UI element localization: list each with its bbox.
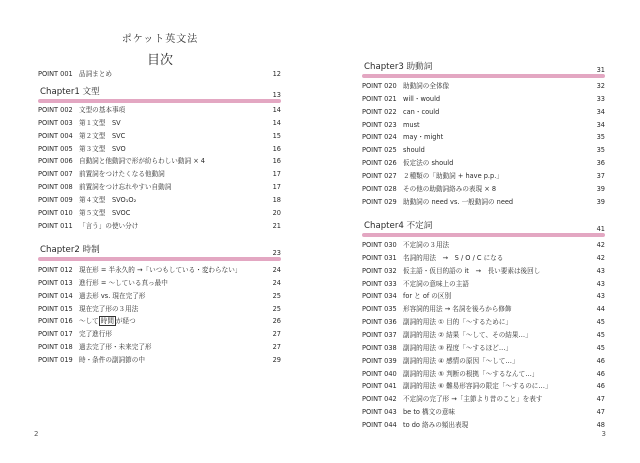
page-number: 47 bbox=[596, 408, 605, 416]
toc-entry[interactable] bbox=[362, 183, 605, 195]
point-code: POINT 040 bbox=[362, 369, 397, 378]
point-code: POINT 034 bbox=[362, 292, 397, 301]
page-number: 12 bbox=[272, 70, 281, 78]
page-number: 34 bbox=[596, 120, 605, 129]
point-title: 副詞的用法 ⑤ 判断の根拠「〜するなんて…」 bbox=[403, 369, 539, 378]
point-code: POINT 019 bbox=[38, 355, 73, 364]
point-title: 時・条件の副詞節の中 bbox=[79, 355, 145, 364]
point-code: POINT 037 bbox=[362, 330, 397, 339]
boxed-term: 時間 bbox=[100, 317, 114, 326]
page-number: 39 bbox=[596, 197, 605, 206]
toc-entry[interactable] bbox=[38, 207, 281, 219]
toc-entry[interactable] bbox=[38, 264, 281, 276]
toc-entry[interactable] bbox=[38, 277, 281, 289]
chapter-divider-bar bbox=[362, 233, 605, 237]
point-title: その他の助動詞絡みの表現 × 8 bbox=[403, 184, 497, 193]
chapter-divider-bar bbox=[362, 74, 605, 78]
chapter-page-number: 41 bbox=[596, 225, 605, 233]
page-number: 39 bbox=[596, 184, 605, 193]
page-folio: 3 bbox=[601, 430, 606, 438]
point-code: POINT 039 bbox=[362, 356, 397, 365]
page-number: 24 bbox=[272, 266, 281, 274]
point-title: 過去形 vs. 現在完了形 bbox=[79, 291, 146, 300]
toc-entry[interactable] bbox=[362, 355, 605, 367]
chapter-heading[interactable] bbox=[362, 220, 605, 240]
page-number: 26 bbox=[272, 317, 281, 326]
toc-entry[interactable] bbox=[362, 239, 605, 251]
toc-entry[interactable] bbox=[362, 329, 605, 341]
page-number: 20 bbox=[272, 208, 281, 217]
toc-entry[interactable] bbox=[362, 170, 605, 182]
page-number: 29 bbox=[272, 355, 281, 364]
page-number: 43 bbox=[596, 266, 605, 275]
toc-heading: 目次 bbox=[146, 53, 173, 68]
toc-entry[interactable] bbox=[38, 181, 281, 193]
point-title: 不定詞の３用法 bbox=[403, 241, 450, 249]
point-code: POINT 011 bbox=[38, 221, 73, 230]
point-title: may・might bbox=[403, 133, 444, 142]
page-folio: 2 bbox=[34, 430, 39, 438]
point-title: 過去完了形・未来完了形 bbox=[79, 343, 152, 352]
point-code: POINT 009 bbox=[38, 195, 73, 204]
toc-entry[interactable] bbox=[362, 131, 605, 143]
point-code: POINT 002 bbox=[38, 106, 73, 114]
toc-entry[interactable] bbox=[38, 328, 281, 340]
point-code: POINT 031 bbox=[362, 253, 397, 262]
point-title: to do 絡みの頻出表現 bbox=[403, 420, 469, 429]
point-code: POINT 026 bbox=[362, 159, 397, 168]
point-code: POINT 028 bbox=[362, 184, 397, 193]
toc-entry-intro[interactable] bbox=[38, 68, 281, 80]
toc-entry[interactable] bbox=[38, 130, 281, 142]
point-code: POINT 035 bbox=[362, 305, 397, 314]
point-title: 副詞的用法 ③ 程度「〜するほど…」 bbox=[403, 343, 513, 352]
toc-entry[interactable] bbox=[38, 341, 281, 353]
page-number: 27 bbox=[272, 343, 281, 352]
point-title: can・could bbox=[403, 107, 440, 116]
page-number: 16 bbox=[272, 157, 281, 166]
toc-entry[interactable] bbox=[38, 303, 281, 315]
page-number: 43 bbox=[596, 279, 605, 288]
point-title: 形容詞的用法 → 名詞を後ろから修飾 bbox=[403, 305, 512, 314]
page-number: 16 bbox=[272, 144, 281, 153]
point-code: POINT 018 bbox=[38, 343, 73, 352]
page-number: 14 bbox=[272, 118, 281, 127]
right-page bbox=[320, 0, 640, 463]
page-number: 47 bbox=[596, 395, 605, 404]
point-title: should bbox=[403, 146, 425, 155]
page-number: 46 bbox=[596, 382, 605, 391]
toc-entry[interactable] bbox=[38, 104, 281, 116]
point-code: POINT 013 bbox=[38, 278, 73, 287]
point-title: 完了進行形 bbox=[79, 330, 112, 339]
toc-entry[interactable] bbox=[362, 419, 605, 431]
page-number: 17 bbox=[272, 170, 281, 179]
point-code: POINT 022 bbox=[362, 107, 397, 116]
point-code: POINT 001 bbox=[38, 70, 73, 78]
toc-entry[interactable] bbox=[362, 406, 605, 418]
page-number: 21 bbox=[272, 221, 281, 230]
point-code: POINT 005 bbox=[38, 144, 73, 153]
point-code: POINT 029 bbox=[362, 197, 397, 206]
point-title: 第１文型 SV bbox=[79, 118, 121, 127]
point-code: POINT 021 bbox=[362, 94, 397, 103]
point-title: 不定詞の意味上の主語 bbox=[403, 279, 469, 288]
page-number: 42 bbox=[596, 253, 605, 262]
page-number: 27 bbox=[272, 330, 281, 339]
toc-entry[interactable] bbox=[38, 155, 281, 167]
chapter-title: Chapter4 不定詞 bbox=[364, 221, 433, 231]
point-code: POINT 025 bbox=[362, 146, 397, 155]
chapter-page-number: 13 bbox=[272, 91, 281, 99]
chapter-title: Chapter2 時制 bbox=[40, 245, 100, 255]
chapter-title: Chapter1 文型 bbox=[40, 87, 100, 97]
point-code: POINT 043 bbox=[362, 408, 397, 416]
chapter-heading[interactable] bbox=[362, 61, 605, 81]
chapter-divider-bar bbox=[38, 99, 281, 103]
page-number: 15 bbox=[272, 131, 281, 140]
toc-entry[interactable] bbox=[38, 117, 281, 129]
point-title: 品詞まとめ bbox=[79, 70, 112, 78]
toc-entry[interactable] bbox=[362, 290, 605, 302]
toc-entry[interactable] bbox=[362, 316, 605, 328]
point-code: POINT 010 bbox=[38, 208, 73, 217]
point-title: 前置詞をつけたくなる他動詞 bbox=[79, 170, 165, 179]
point-title: 第５文型 SVOC bbox=[79, 208, 131, 217]
page-number: 46 bbox=[596, 356, 605, 365]
toc-entry[interactable] bbox=[362, 393, 605, 405]
toc-entry[interactable] bbox=[362, 265, 605, 277]
toc-entry[interactable] bbox=[362, 157, 605, 169]
toc-entry[interactable] bbox=[38, 194, 281, 206]
toc-entry[interactable] bbox=[38, 143, 281, 155]
chapter-heading[interactable] bbox=[38, 86, 281, 106]
point-title: must bbox=[403, 120, 420, 129]
chapter-page-number: 31 bbox=[596, 66, 605, 74]
toc-entry[interactable] bbox=[362, 196, 605, 208]
toc-entry[interactable] bbox=[362, 252, 605, 264]
point-title: 第４文型 SVO₁O₂ bbox=[79, 195, 137, 204]
point-title-part: 〜して bbox=[79, 317, 99, 326]
point-title: 現在形 = 半永久的 →「いつもしている・変わらない」 bbox=[79, 266, 242, 274]
point-title: 名詞的用法 → S / O / C になる bbox=[403, 253, 504, 262]
point-title: 副詞的用法 ① 目的「〜するために」 bbox=[403, 318, 513, 327]
point-code: POINT 015 bbox=[38, 304, 73, 313]
chapter-heading[interactable] bbox=[38, 244, 281, 264]
point-title: 第３文型 SVO bbox=[79, 144, 126, 153]
page-number: 44 bbox=[596, 305, 605, 314]
page-number: 33 bbox=[596, 94, 605, 103]
page-number: 42 bbox=[596, 241, 605, 249]
toc-entry[interactable] bbox=[38, 168, 281, 180]
point-code: POINT 023 bbox=[362, 120, 397, 129]
toc-entry[interactable] bbox=[362, 278, 605, 290]
point-title: 自動詞と他動詞で形が紛らわしい動詞 × 4 bbox=[79, 157, 206, 166]
point-title: 助動詞の need vs. 一般動詞の need bbox=[403, 197, 514, 206]
point-code: POINT 003 bbox=[38, 118, 73, 127]
point-code: POINT 036 bbox=[362, 318, 397, 327]
page-number: 25 bbox=[272, 291, 281, 300]
toc-entry[interactable] bbox=[362, 368, 605, 380]
point-code: POINT 004 bbox=[38, 131, 73, 140]
point-title: 「言う」の使い分け bbox=[79, 221, 139, 230]
page-number: 32 bbox=[596, 82, 605, 90]
point-title: 第２文型 SVC bbox=[79, 131, 126, 140]
point-code: POINT 032 bbox=[362, 266, 397, 275]
point-code: POINT 014 bbox=[38, 291, 73, 300]
page-number: 14 bbox=[272, 106, 281, 114]
point-code: POINT 016 bbox=[38, 317, 73, 326]
page-number: 17 bbox=[272, 183, 281, 192]
page-number: 37 bbox=[596, 171, 605, 180]
point-code: POINT 027 bbox=[362, 171, 397, 180]
point-code: POINT 042 bbox=[362, 395, 397, 404]
point-code: POINT 007 bbox=[38, 170, 73, 179]
page-number: 36 bbox=[596, 159, 605, 168]
point-title: 現在完了形の３用法 bbox=[79, 304, 139, 313]
point-code: POINT 017 bbox=[38, 330, 73, 339]
toc-entry[interactable] bbox=[38, 290, 281, 302]
point-title: 仮定法の should bbox=[403, 159, 454, 168]
toc-entry[interactable] bbox=[38, 354, 281, 366]
point-code: POINT 024 bbox=[362, 133, 397, 142]
point-code: POINT 020 bbox=[362, 82, 397, 90]
page-number: 24 bbox=[272, 278, 281, 287]
point-code: POINT 006 bbox=[38, 157, 73, 166]
point-title: 助動詞の全体像 bbox=[403, 82, 450, 90]
point-code: POINT 044 bbox=[362, 420, 397, 429]
point-title: 副詞的用法 ④ 感情の原因「〜して…」 bbox=[403, 356, 519, 365]
toc-entry[interactable] bbox=[38, 220, 281, 232]
point-code: POINT 041 bbox=[362, 382, 397, 391]
page-number: 45 bbox=[596, 330, 605, 339]
toc-entry[interactable] bbox=[38, 315, 281, 327]
point-title: will・would bbox=[403, 94, 441, 103]
point-title: 副詞的用法 ② 結果「〜して、その結果…」 bbox=[403, 330, 532, 339]
point-title: be to 構文の意味 bbox=[403, 408, 456, 416]
point-code: POINT 008 bbox=[38, 183, 73, 192]
page-number: 18 bbox=[272, 195, 281, 204]
toc-entry[interactable] bbox=[362, 342, 605, 354]
toc-entry[interactable] bbox=[362, 80, 605, 92]
page-number: 48 bbox=[596, 420, 605, 429]
page-number: 34 bbox=[596, 107, 605, 116]
point-code: POINT 012 bbox=[38, 266, 73, 274]
point-title: 仮主語・仮目的語の it → 長い要素は後回し bbox=[403, 266, 541, 275]
point-code: POINT 033 bbox=[362, 279, 397, 288]
toc-entry[interactable] bbox=[362, 380, 605, 392]
point-title-part: が経つ bbox=[115, 317, 136, 326]
point-title: 副詞的用法 ⑥ 難易形容詞の限定「〜するのに…」 bbox=[403, 382, 552, 391]
chapter-page-number: 23 bbox=[272, 249, 281, 257]
point-title: for と of の区別 bbox=[403, 292, 452, 301]
chapter-title: Chapter3 助動詞 bbox=[364, 62, 433, 72]
point-title: 文型の基本事項 bbox=[79, 106, 126, 114]
book-title: ポケット英文法 bbox=[121, 34, 199, 45]
toc-entry[interactable] bbox=[362, 144, 605, 156]
toc-entry[interactable] bbox=[362, 119, 605, 131]
toc-entry[interactable] bbox=[362, 93, 605, 105]
page-number: 46 bbox=[596, 369, 605, 378]
point-title: 進行形 = 〜している真っ最中 bbox=[79, 278, 168, 287]
point-code: POINT 030 bbox=[362, 241, 397, 249]
page-number: 45 bbox=[596, 343, 605, 352]
page-number: 45 bbox=[596, 318, 605, 327]
chapter-divider-bar bbox=[38, 257, 281, 261]
page-number: 25 bbox=[272, 304, 281, 313]
page-number: 43 bbox=[596, 292, 605, 301]
point-title: 不定詞の完了形 →「主節より昔のこと」を表す bbox=[403, 395, 543, 404]
point-title: 前置詞をつけ忘れやすい自動詞 bbox=[79, 183, 172, 192]
point-code: POINT 038 bbox=[362, 343, 397, 352]
page-number: 35 bbox=[596, 133, 605, 142]
point-title: ２種類の「助動詞 + have p.p.」 bbox=[403, 171, 503, 180]
toc-entry[interactable] bbox=[362, 303, 605, 315]
point-title bbox=[79, 315, 136, 327]
page-number: 35 bbox=[596, 146, 605, 155]
toc-entry[interactable] bbox=[362, 106, 605, 118]
